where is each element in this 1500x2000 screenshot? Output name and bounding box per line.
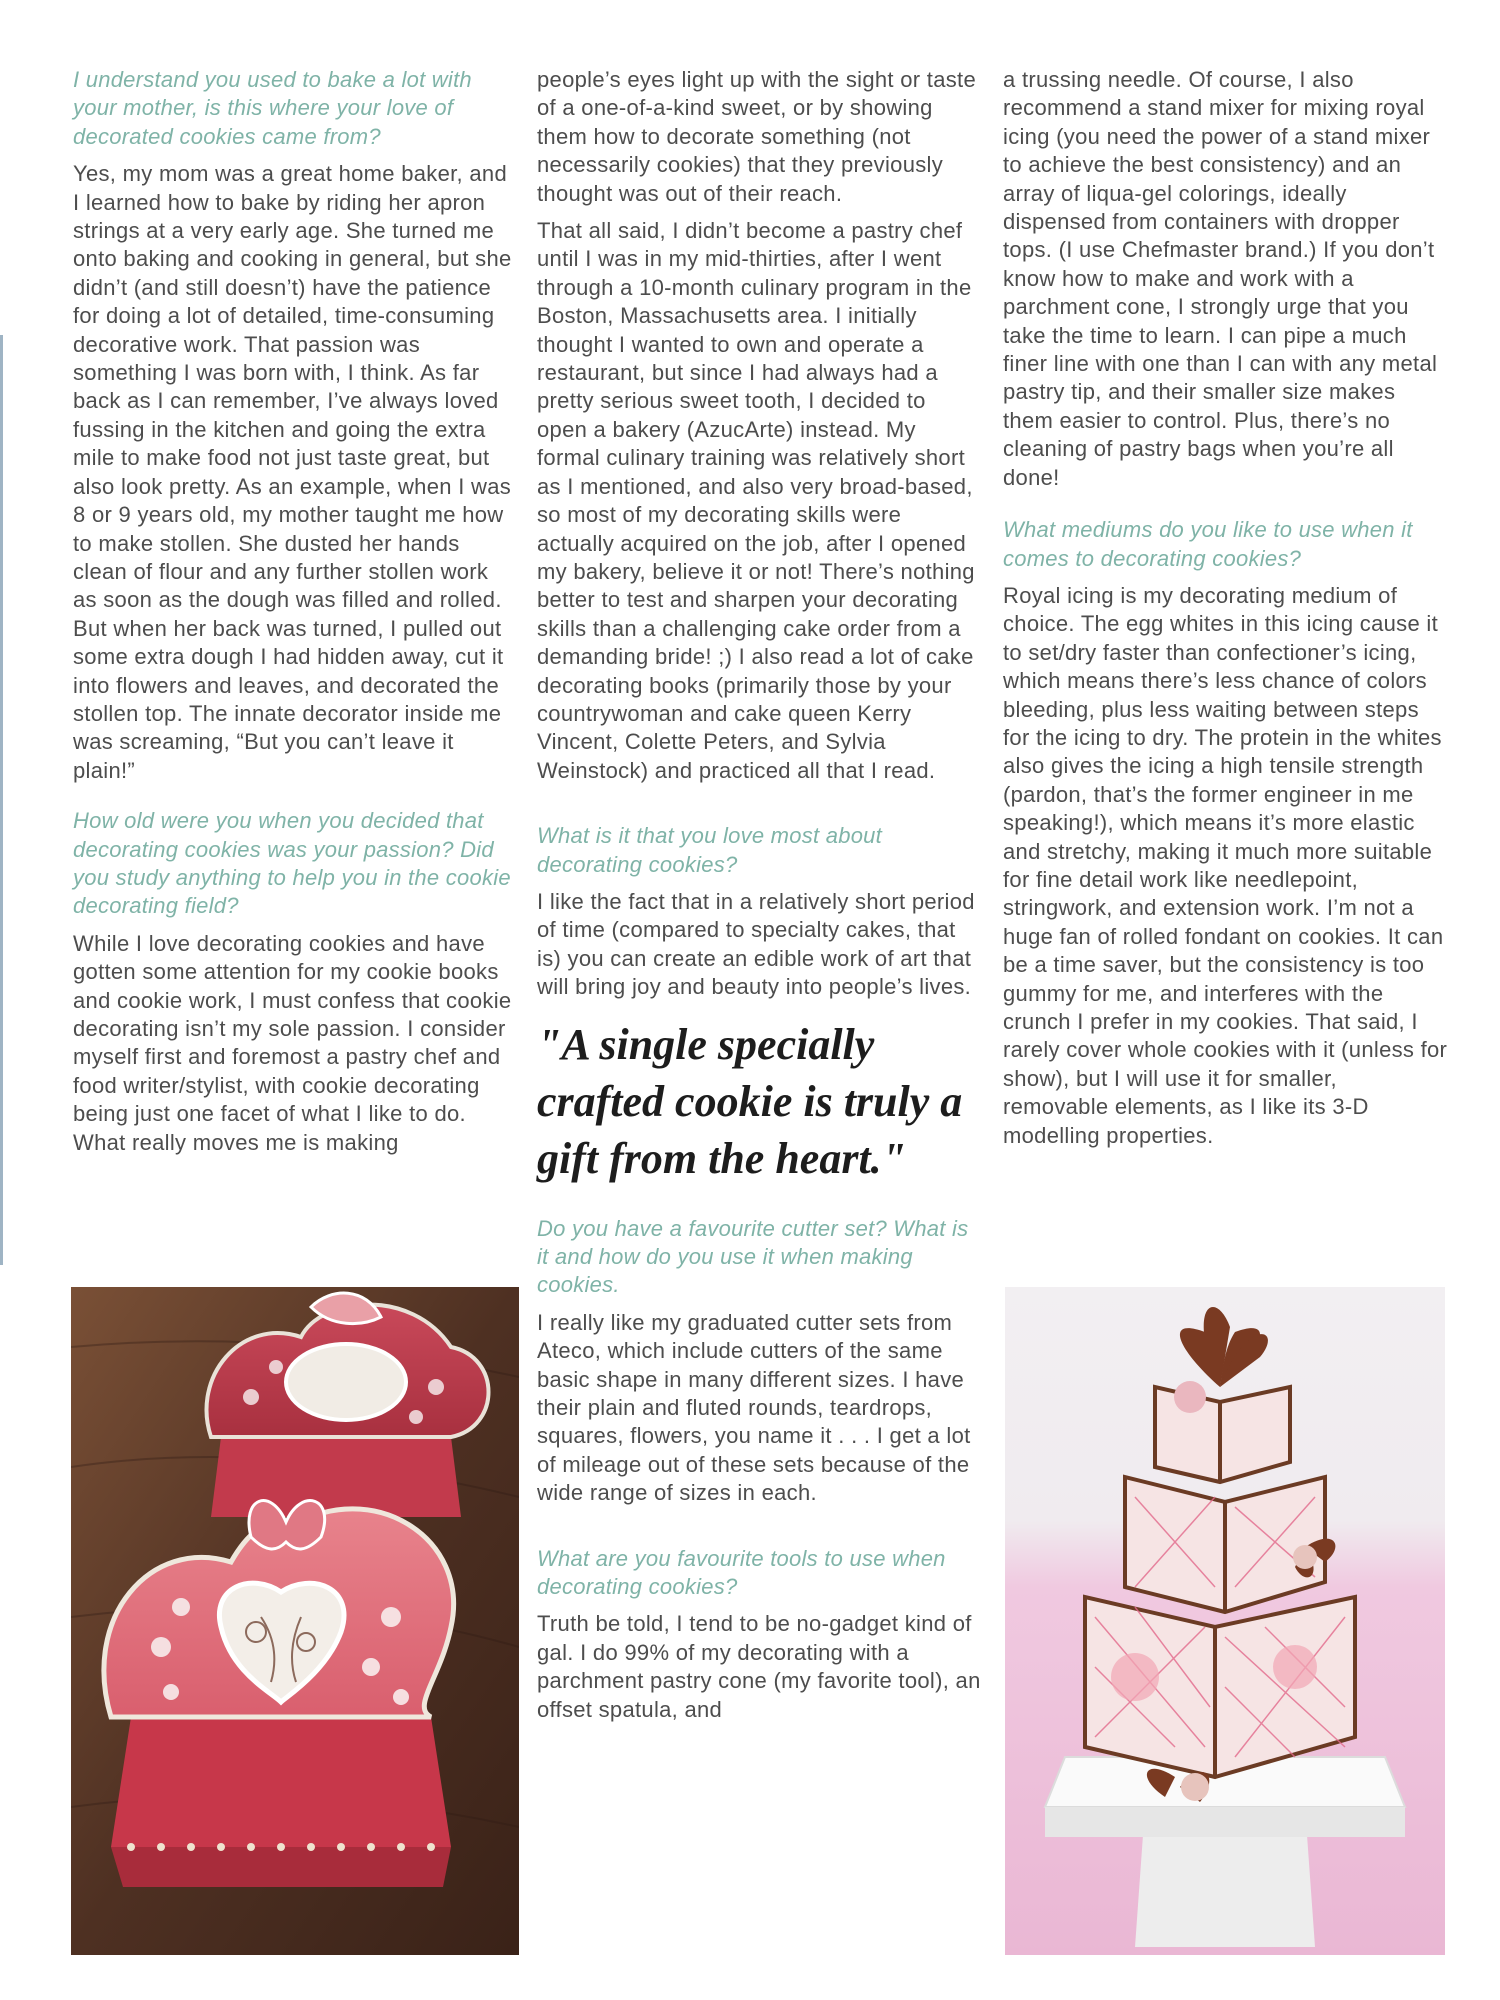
question-5: What are you favourite tools to use when decorating cookies? bbox=[537, 1545, 946, 1600]
answer-5-continued: a trussing needle. Of course, I also recommend a stand mixer for mixing royal icing (you need the power of a stand mixer to achieve the best consistency) and an array of liqua-gel colorings, ideally dispensed from containers with dropper tops. (I use Chefmaster brand.) If you don’t know how to make and work with a parchment cone, I strongly urge that you take the time to learn. I can pipe a much finer line with one than I can with any metal pastry tip, and their smaller size makes them easier to control. Plus, there’s no cleaning of pastry bags when you’re all done! bbox=[1003, 67, 1438, 490]
column-3 bbox=[1003, 66, 1448, 1150]
tiered-cookie-cake-photo bbox=[1005, 1287, 1445, 1955]
question-6: What mediums do you like to use when it comes to decorating cookies? bbox=[1003, 517, 1413, 571]
answer-3: I like the fact that in a relatively short period of time (compared to specialty cakes, that is) you can create an edible work of art that will bring joy and beauty into people’s lives. bbox=[537, 888, 975, 1000]
answer-4: I really like my graduated cutter sets from Ateco, which include cutters of the same basic shape in many different sizes. I have their plain and fluted rounds, teardrops, squares, flowers, you name it . . . I get a lot of mileage out of these sets because of the wide range of sizes in each. bbox=[537, 1309, 971, 1506]
answer-1: Yes, my mom was a great home baker, and I learned how to bake by riding her apron strings at a very early age. She turned me onto baking and cooking in general, but she didn’t (and still doesn’t) have the patience for doing a lot of detailed, time-consuming decorative work. That passion was something I was born with, I think. As far back as I can remember, I’ve always loved fussing in the kitchen and going the extra mile to make food not just taste great, but also look pretty. As an example, when I was 8 or 9 years old, my mother taught me how to make stollen. She dusted her hands clean of flour and any further stollen work as soon as the dough was filled and rolled. But when her back was turned, I pulled out some extra dough I had hidden away, cut it into flowers and leaves, and decorated the stollen top. The innate decorator inside me was screaming, “But you can’t leave it plain!” bbox=[73, 161, 512, 783]
question-4: Do you have a favourite cutter set? What is it and how do you use it when making cookies. bbox=[537, 1215, 969, 1298]
heart-cookie-box-photo bbox=[71, 1287, 519, 1955]
answer-2: While I love decorating cookies and have gotten some attention for my cookie books and cookie work, I must confess that cookie decorating isn’t my sole passion. I consider myself first and foremost a pastry chef and food writer/stylist, with cookie decorating being just one facet of what I like to do. What really moves me is making bbox=[73, 930, 512, 1155]
question-1: I understand you used to bake a lot with your mother, is this where your love of decorated cookies came from? bbox=[73, 67, 472, 149]
page-edge-bar bbox=[0, 335, 3, 1265]
question-3: What is it that you love most about decorating cookies? bbox=[537, 823, 883, 877]
pull-quote: "A single specially crafted cookie is truly a gift from the heart." bbox=[537, 1019, 963, 1183]
question-2: How old were you when you decided that decorating cookies was your passion? Did you study anything to help you in the cookie decorating field? bbox=[73, 808, 511, 919]
answer-2-continued: people’s eyes light up with the sight or taste of a one-of-a-kind sweet, or by showing them how to decorate something (not necessarily cookies) that they previously thought was out of their reach. bbox=[537, 67, 976, 206]
answer-6: Royal icing is my decorating medium of choice. The egg whites in this icing cause it to set/dry faster than confectioner’s icing, which means there’s less chance of colors bleeding, plus less waiting between steps for the icing to dry. The protein in the whites also gives the icing a high tensile strength (pardon, that’s the former engineer in me speaking!), which means it’s more elastic and stretchy, making it much more suitable for fine detail work like needlepoint, stringwork, and extension work. I’m not a huge fan of rolled fondant on cookies. It can be a time saver, but the consistency is too gummy for me, and interferes with the crunch I prefer in my cookies. That said, I rarely cover whole cookies with it (unless for show), but I will use it for smaller, removable elements, as I like its 3-D modelling properties. bbox=[1003, 582, 1448, 1148]
answer-2-paragraph-b: That all said, I didn’t become a pastry chef until I was in my mid-thirties, after I went through a 10-month culinary program in the Boston, Massachusetts area. I initially thought I wanted to own and operate a restaurant, but since I had always had a pretty serious sweet tooth, I decided to open a bakery (AzucArte) instead. My formal culinary training was relatively short as I mentioned, and also very broad-based, so most of my decorating skills were actually acquired on the job, after I opened my bakery, believe it or not! There’s nothing better to test and sharpen your decorating skills than a challenging cake order from a demanding bride! ;) I also read a lot of cake decorating books (primarily those by your countrywoman and cake queen Kerry Vincent, Colette Peters, and Sylvia Weinstock) and practiced all that I read. bbox=[537, 218, 975, 783]
answer-5: Truth be told, I tend to be no-gadget kind of gal. I do 99% of my decorating with a parchment pastry cone (my favorite tool), an offset spatula, and bbox=[537, 1611, 981, 1722]
column-2 bbox=[537, 66, 982, 1724]
column-1 bbox=[73, 66, 518, 1157]
